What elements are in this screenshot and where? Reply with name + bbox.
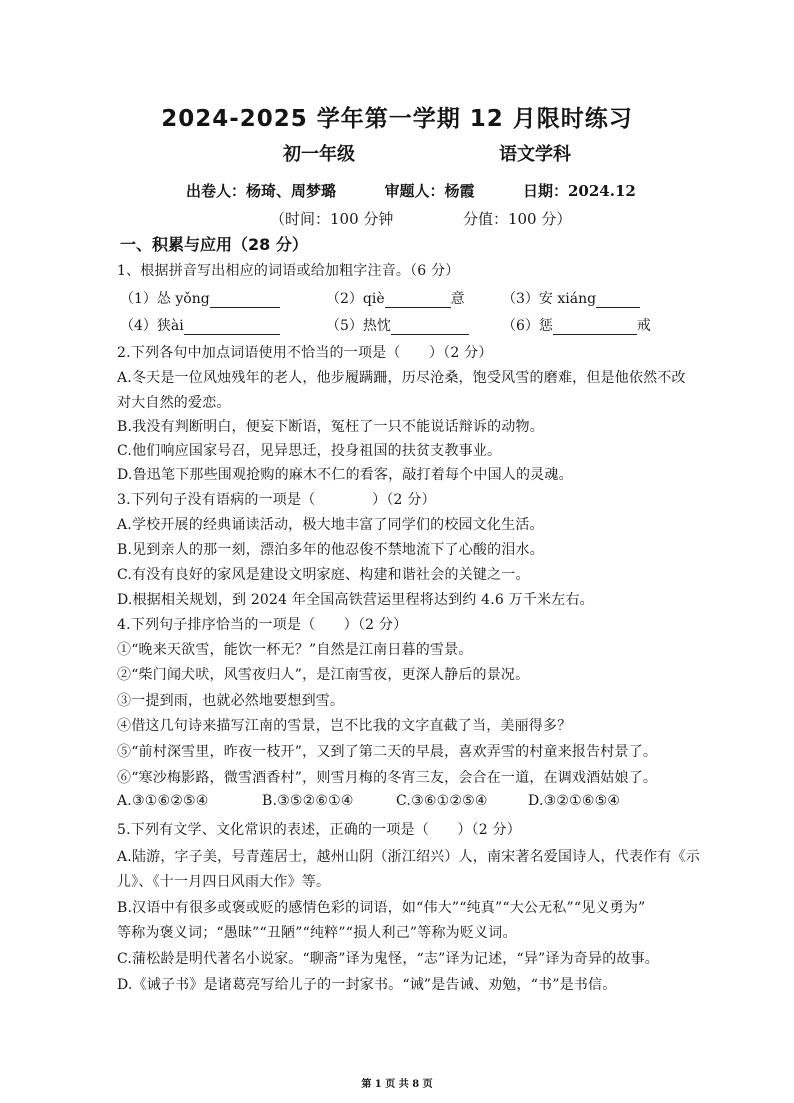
q1-item3: （3）安 xiáng <box>502 291 597 307</box>
q1-blank1[interactable] <box>210 293 280 308</box>
q4-option-c: C.③⑥①②⑤④ <box>396 793 488 809</box>
q3-option-c: C.有没有良好的家风是建设文明家庭、构建和谐社会的关键之一。 <box>117 567 530 583</box>
q1-blank6[interactable] <box>553 320 637 335</box>
grade-label: 初一年级 <box>283 144 355 165</box>
q1-blank4[interactable] <box>184 320 280 335</box>
q1-row2c <box>502 315 651 335</box>
q1-row1b <box>326 288 465 308</box>
subject-label: 语文学科 <box>499 144 571 165</box>
q1-item1: （1）怂 yǒng <box>120 291 210 307</box>
q1-item5: （5）热忱 <box>326 318 391 334</box>
q2-option-d: D.鲁迅笔下那些围观抢购的麻木不仁的看客，敲打着每个中国人的灵魂。 <box>117 467 573 483</box>
q1-blank5[interactable] <box>391 320 469 335</box>
time-limit: （时间：100 分钟 <box>270 210 394 228</box>
q5-option-b-line2: 等称为褒义词；“愚昧”“丑陋”“纯粹”“损人利己”等称为贬义词。 <box>117 925 517 941</box>
q4-sentence-5: ⑤“前村深雪里，昨夜一枝开”，又到了第二天的早晨，喜欢弄雪的村童来报告村景了。 <box>117 744 658 760</box>
q4-stem: 4.下列句子排序恰当的一项是（ ）（2 分） <box>117 617 408 633</box>
authors: 出卷人：杨琦、周梦璐 <box>186 182 337 200</box>
q5-option-c: C.蒲松龄是明代著名小说家。“聊斋”译为鬼怪，“志”译为记述，“异”译为奇异的故事。 <box>117 951 660 967</box>
q1-item6: （6）惩 <box>502 318 553 334</box>
q3-option-b: B.见到亲人的那一刻，漂泊多年的他忍俊不禁地流下了心酸的泪水。 <box>117 542 544 558</box>
q4-sentence-1: ①“晚来天欲雪，能饮一杯无？”自然是江南日暮的雪景。 <box>117 642 473 658</box>
q3-option-d: D.根据相关规划，到 2024 年全国高铁营运里程将达到约 4.6 万千米左右。 <box>117 592 594 608</box>
q1-blank2[interactable] <box>385 293 451 308</box>
q1-item6-tail: 戒 <box>636 318 651 334</box>
q2-option-a-line2: 对大自然的爱恋。 <box>117 395 231 411</box>
q4-option-b: B.③⑤②⑥①④ <box>262 793 354 809</box>
time-score-line <box>270 208 571 229</box>
q5-stem: 5.下列有文学、文化常识的表述，正确的一项是（ ）（2 分） <box>117 822 521 838</box>
q4-option-a: A.③①⑥②⑤④ <box>117 793 209 809</box>
q1-row1 <box>120 288 280 308</box>
q1-row2 <box>120 315 280 335</box>
total-score: 分值：100 分） <box>462 210 572 228</box>
reviewer: 审题人：杨霞 <box>384 182 475 200</box>
q3-option-a: A.学校开展的经典诵读活动，极大地丰富了同学们的校园文化生活。 <box>117 517 544 533</box>
q2-stem: 2.下列各句中加点词语使用不恰当的一项是（ ）（2 分） <box>117 345 493 361</box>
q4-sentence-3: ③一提到雨，也就必然地要想到雪。 <box>117 693 345 709</box>
q5-option-a-line1: A.陆游，字子美，号青莲居士，越州山阴（浙江绍兴）人，南宋著名爱国诗人，代表作有《示 <box>117 849 700 865</box>
q3-stem: 3.下列句子没有语病的一项是（ ）（2 分） <box>117 492 436 508</box>
exam-date: 日期：2024.12 <box>522 182 636 200</box>
q5-option-d: D.《诫子书》是诸葛亮写给儿子的一封家书。“诫”是告诫、劝勉，“书”是书信。 <box>117 977 617 993</box>
q1-item2-tail: 意 <box>450 291 465 307</box>
q2-option-a-line1: A.冬天是一位风烛残年的老人，他步履蹒跚，历尽沧桑，饱受风雪的磨难，但是他依然不改 <box>117 370 686 386</box>
q1-stem: 1、根据拼音写出相应的词语或给加粗字注音。（6 分） <box>117 263 460 279</box>
page-number: 第 1 页 共 8 页 <box>361 1079 433 1090</box>
q2-option-b: B.我没有判断明白，便妄下断语，冤枉了一只不能说话辩诉的动物。 <box>117 419 544 435</box>
exam-title: 2024-2025 学年第一学期 12 月限时练习 <box>161 106 633 132</box>
q5-option-a-line2: 儿》、《十一月四日风雨大作》等。 <box>117 874 331 890</box>
q2-option-c: C.他们响应国家号召，见异思迁，投身祖国的扶贫支教事业。 <box>117 443 502 459</box>
q4-sentence-2: ②“柴门闻犬吠，风雪夜归人”，是江南雪夜，更深人静后的景况。 <box>117 667 530 683</box>
q1-item2: （2）qiè <box>326 291 385 307</box>
q4-sentence-4: ④借这几句诗来描写江南的雪景，岂不比我的文字直截了当，美丽得多？ <box>117 718 572 734</box>
q1-item4: （4）狭ài <box>120 318 184 334</box>
q1-blank3[interactable] <box>596 293 640 308</box>
section-title: 一、积累与应用（28 分） <box>120 235 308 254</box>
q5-option-b-line1: B.汉语中有很多或褒或贬的感情色彩的词语，如“伟大”“纯真”“大公无私”“见义勇为” <box>117 900 646 916</box>
q1-row1c <box>502 288 640 308</box>
q4-option-d: D.③②①⑥⑤④ <box>528 793 621 809</box>
q1-row2b <box>326 315 469 335</box>
q4-sentence-6: ⑥“寒沙梅影路，微雪酒香村”，则雪月梅的冬宵三友，会合在一道，在调戏酒姑娘了。 <box>117 770 658 786</box>
meta-line <box>186 180 636 201</box>
